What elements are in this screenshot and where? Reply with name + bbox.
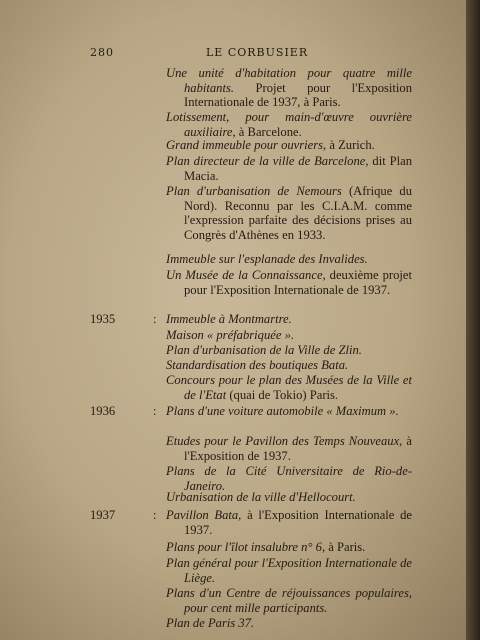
entry-text: (Afrique du Nord). Reconnu par les C.I.A.M. comme l'expression parfaite des décisions prises au Congrès d'Athènes en 1933.	[184, 184, 413, 242]
entry-text: à Paris.	[325, 540, 366, 554]
entry-4	[0, 184, 466, 242]
entry-15	[0, 490, 466, 505]
entry-year: 1936	[90, 404, 116, 418]
entry-20	[0, 616, 466, 631]
entry-title: Etudes pour le Pavillon des Temps Nouveaux,	[166, 434, 403, 448]
entry-year: 1935	[90, 312, 116, 326]
entry-18	[0, 556, 466, 585]
entry-2	[0, 138, 466, 153]
entry-title: Concours pour le plan des Musées de la Ville et de l'Etat	[166, 373, 412, 402]
entry-9	[0, 343, 466, 358]
entry-title: Plan d'urbanisation de Nemours	[166, 184, 342, 198]
entry-title: Grand immeuble pour ouvriers,	[166, 138, 327, 152]
entry-8	[0, 328, 466, 343]
entry-title: Maison « préfabriquée ».	[166, 328, 295, 342]
entry-10	[0, 358, 466, 373]
entry-text: à Barcelone.	[235, 124, 302, 139]
entry-16: 1937 : Pavillon Bata, à l'Exposition Internationale de 1937.	[90, 508, 412, 537]
entry-title: Une unité d'habitation pour quatre mille habitants.	[166, 66, 412, 95]
entry-13	[0, 434, 466, 463]
entry-title: Plans pour l'îlot insalubre n° 6,	[166, 540, 326, 554]
entry-text: dit Plan Macia.	[184, 154, 412, 183]
entry-12: 1936 : Plans d'une voiture automobile « Maximum ».	[90, 404, 399, 418]
entry-7: 1935 : Immeuble à Montmartre.	[90, 312, 292, 326]
running-title: LE CORBUSIER	[206, 46, 309, 59]
entry-title: Plans d'un Centre de réjouissances populaires, pour cent mille participants.	[166, 586, 412, 615]
entry-text: Projet pour l'Exposition Internationale de 1937, à Paris.	[184, 80, 412, 110]
entry-title: Plan d'urbanisation de la Ville de Zlin.	[166, 343, 362, 357]
entry-0	[0, 66, 466, 110]
running-header	[0, 46, 466, 62]
entry-14	[0, 464, 466, 493]
entry-title: Urbanisation de la ville d'Hellocourt.	[166, 490, 356, 504]
entry-title: Pavillon Bata,	[166, 508, 242, 522]
entry-text: à l'Exposition de 1937.	[184, 434, 412, 463]
entry-title: Immeuble à Montmartre.	[166, 312, 292, 326]
entry-text: deuxième projet pour l'Exposition Internationale de 1937.	[184, 268, 412, 297]
entry-1	[0, 110, 466, 139]
entry-17	[0, 540, 466, 555]
entry-title: Un Musée de la Connaissance,	[166, 268, 326, 282]
entry-title: Lotissement, pour main-d'œuvre ouvrière auxiliaire,	[166, 110, 412, 139]
entry-title: Plan directeur de la ville de Barcelone,	[166, 154, 369, 168]
entry-11	[0, 373, 466, 402]
entry-title: Plan général pour l'Exposition Internationale de Liège.	[166, 556, 412, 585]
entry-6	[0, 268, 466, 297]
entry-text: à Zurich.	[326, 138, 375, 152]
entry-text: à l'Exposition Internationale de 1937.	[184, 508, 412, 537]
book-edge	[466, 0, 480, 640]
entry-title: Plan de Paris 37.	[166, 616, 255, 630]
entry-5	[0, 252, 466, 267]
entry-3	[0, 154, 466, 183]
entry-title: Immeuble sur l'esplanade des Invalides.	[166, 252, 368, 266]
entry-title: Plans de la Cité Universitaire de Rio-de-Janeiro.	[166, 464, 412, 493]
entry-title: Plans d'une voiture automobile « Maximum ».	[166, 404, 399, 418]
entry-title: Standardisation des boutiques Bata.	[166, 358, 349, 372]
entry-19	[0, 586, 466, 615]
page-number: 280	[90, 46, 114, 59]
entry-text: (quai de Tokio) Paris.	[226, 387, 339, 402]
entry-year: 1937	[90, 508, 116, 522]
